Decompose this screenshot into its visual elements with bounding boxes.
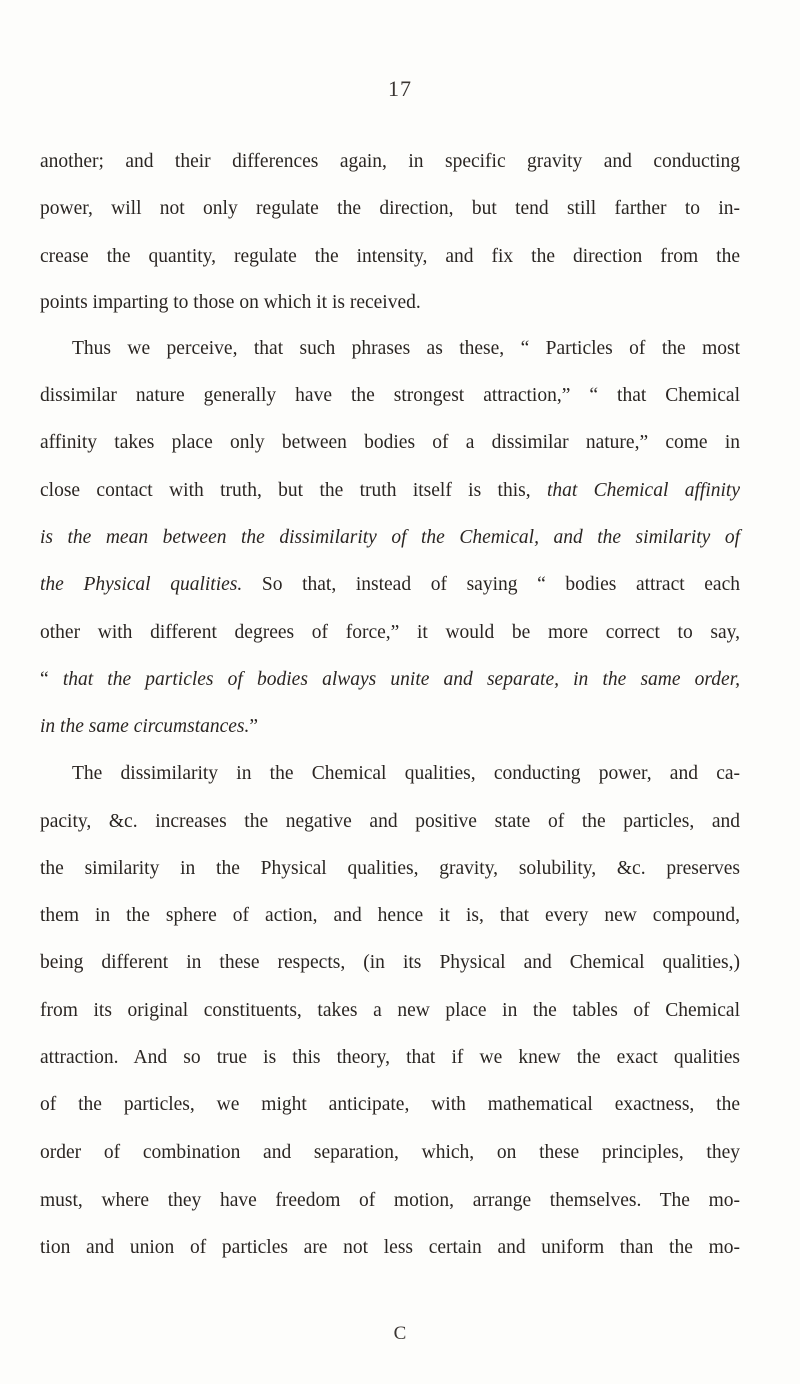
text-segment: “: [40, 669, 63, 690]
text-segment: ”: [249, 716, 259, 737]
italic-segment: that the particles of bodies always unite and separate, in the same order,: [62, 669, 740, 690]
text-line: of the particles, we might anticipate, with mathematical exactness, the: [40, 1094, 740, 1115]
text-segment: So that, instead of saying “ bodies attract each: [242, 574, 740, 595]
text-line: [40, 526, 740, 550]
italic-segment: that Chemical affinity: [546, 480, 740, 501]
text-line: points imparting to those on which it is received.: [40, 292, 421, 313]
text-segment: close contact with truth, but the truth itself is this,: [40, 480, 547, 501]
text-line: must, where they have freedom of motion, arrange themselves. The mo-: [40, 1190, 740, 1211]
page-number: 17: [388, 76, 412, 101]
text-line: other with different degrees of force,” it would be more correct to say,: [40, 622, 740, 643]
text-line: affinity takes place only between bodies of a dissimilar nature,” come in: [40, 432, 740, 453]
italic-segment: the Physical qualities.: [40, 574, 243, 595]
text-line: order of combination and separation, which, on these principles, they: [40, 1142, 740, 1163]
paragraph-start-line: The dissimilarity in the Chemical qualities, conducting power, and ca-: [72, 763, 740, 784]
text-line: [40, 479, 740, 503]
text-line: crease the quantity, regulate the intensity, and fix the direction from the: [40, 246, 740, 267]
italic-segment: is the mean between the dissimilarity of the Chemical, and the similarity of: [40, 527, 740, 548]
text-line: [40, 668, 740, 692]
text-line: another; and their differences again, in specific gravity and conducting: [40, 151, 740, 172]
italic-segment: in the same circumstances.: [40, 716, 250, 737]
text-line: tion and union of particles are not less certain and uniform than the mo-: [40, 1237, 740, 1258]
text-line: being different in these respects, (in its Physical and Chemical qualities,): [40, 952, 740, 973]
text-line: from its original constituents, takes a new place in the tables of Chemical: [40, 1000, 740, 1021]
text-line: dissimilar nature generally have the strongest attraction,” “ that Chemical: [40, 385, 740, 406]
text-line: them in the sphere of action, and hence it is, that every new compound,: [40, 905, 740, 926]
text-line: the similarity in the Physical qualities, gravity, solubility, &c. preserves: [40, 858, 740, 879]
text-line: power, will not only regulate the direction, but tend still farther to in-: [40, 198, 740, 219]
text-line: [40, 573, 740, 597]
text-line: attraction. And so true is this theory, that if we knew the exact qualities: [40, 1047, 740, 1068]
text-line: pacity, &c. increases the negative and positive state of the particles, and: [40, 811, 740, 832]
paragraph-start-line: Thus we perceive, that such phrases as these, “ Particles of the most: [72, 338, 740, 359]
signature-mark: C: [393, 1323, 407, 1344]
text-line: [40, 715, 740, 739]
